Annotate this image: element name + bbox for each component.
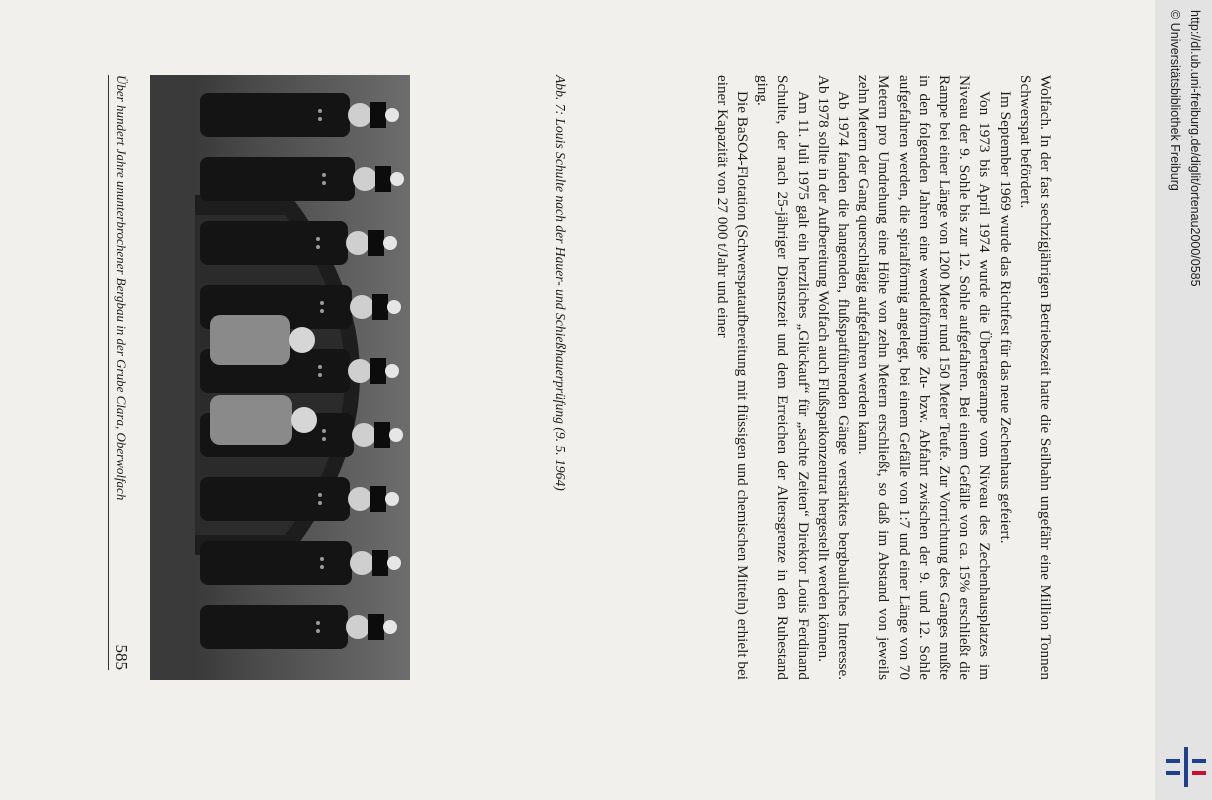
sidebar-text — [1155, 0, 1212, 800]
running-title: Über hundert Jahre ununterbrochener Bergbau in der Grube Clara, Oberwolfach — [114, 75, 129, 501]
running-header — [108, 75, 133, 670]
ub-freiburg-logo-icon — [1164, 745, 1208, 789]
miners-group-photo — [150, 75, 410, 680]
paragraph: Die BaSO4-Flotation (Schwerspataufbereitung mit flüssigen und chemischen Mitteln) erhielt bei einer Kapazität von 27 000 t/Jahr und einer — [713, 75, 751, 680]
paragraph: Im September 1969 wurde das Richtfest für das neue Zechenhaus gefeiert. — [996, 91, 1014, 544]
viewer-sidebar — [1155, 0, 1212, 800]
paragraph: Wolfach. In der fast sechzigjährigen Betriebszeit hatte die Seilbahn ungefähr eine Million Tonnen Schwerspat befördert. — [1016, 75, 1054, 680]
paragraph: Am 11. Juli 1975 galt ein herzliches „Glückauf“ für „sachte Zeiten“ Direktor Louis Ferdinand Schulte, der nach 25-jähriger Dienstzeit und dem Erreichen der Altersgrenze in den Ruhestand ging. — [754, 75, 812, 680]
photo-illustration — [150, 75, 410, 680]
copyright-notice: © Universitätsbibliothek Freiburg — [1168, 10, 1182, 191]
paragraph: Ab 1974 fanden die hangenden, flußspatführenden Gänge verstärktes bergbauliches Interesse. Ab 1978 sollte in der Aufbereitung Wolfach auch Flußspatkonzentrat hergestellt werden können. — [814, 75, 852, 680]
page-number: 585 — [112, 644, 131, 670]
document-url-link[interactable]: http://dl.ub.uni-freiburg.de/diglit/ortenau2000/0585 — [1188, 10, 1202, 287]
body-text — [712, 75, 1055, 680]
paragraph: Von 1973 bis April 1974 wurde die Übertagerampe vom Niveau des Zechenhausplatzes im Niveau der 9. Sohle bis zur 12. Sohle aufgefahren. Bei einem Gefälle von ca. 15% erschließt die Rampe bei einer Länge von 1200 Meter rund 150 Meter Teufe. Zur Vorrichtung des Ganges mußte in den folgenden Jahren eine wendelförmige Zu- bzw. Abfahrt zwischen der 9. und 12. Sohle aufgefahren werden, die spiralförmig angelegt, bei einem Gefälle von 1:7 und einer Länge von 70 Metern pro Umdrehung eine Höhe von zehn Metern erschließt, so daß im Abstand von jeweils zehn Metern der Gang querschlägig aufgefahren werden kann. — [855, 75, 994, 680]
figure-caption: Abb. 7: Louis Schulte nach der Hauer- und Schießhauerprüfung (9. 5. 1964) — [553, 75, 568, 491]
